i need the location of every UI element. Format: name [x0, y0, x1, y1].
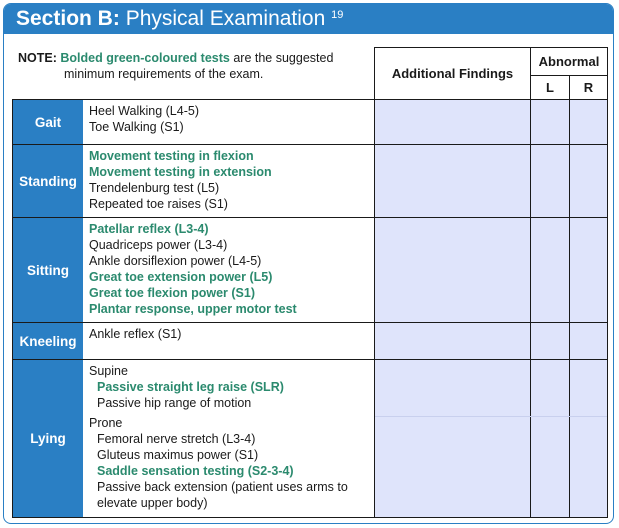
test-item: Ankle reflex (S1) — [89, 327, 182, 341]
test-item: Repeated toe raises (S1) — [89, 197, 228, 211]
test-item: Passive hip range of motion — [97, 396, 252, 410]
tests-standing — [83, 144, 375, 218]
abnormal-label: Abnormal — [538, 54, 600, 69]
row-label-lying: Lying — [12, 359, 84, 518]
row-label-sitting: Sitting — [12, 217, 84, 323]
additional-findings-label: Additional Findings — [391, 66, 514, 81]
note-text-1: are the suggested — [233, 51, 334, 65]
right-header — [569, 75, 608, 100]
right-label: R — [583, 80, 594, 95]
tests-sitting — [83, 217, 375, 323]
tests-gait — [83, 99, 375, 145]
physical-exam-card — [3, 3, 614, 524]
row-label-kneeling: Kneeling — [12, 322, 84, 360]
abnormal-right-kneeling[interactable] — [569, 322, 608, 360]
supine-label: Supine — [89, 364, 128, 378]
test-item: Passive straight leg raise (SLR) — [97, 380, 284, 394]
abnormal-left-sitting[interactable] — [530, 217, 570, 323]
test-item: Plantar response, upper motor test — [89, 302, 297, 316]
abnormal-right-lying[interactable] — [569, 359, 608, 518]
test-item: Patellar reflex (L3-4) — [89, 222, 209, 236]
test-item: Toe Walking (S1) — [89, 120, 184, 134]
section-title — [4, 4, 613, 34]
note-highlight: Bolded green-coloured tests — [60, 51, 230, 65]
note-label: NOTE: — [18, 51, 57, 65]
findings-cell-lying[interactable] — [374, 359, 531, 518]
abnormal-left-gait[interactable] — [530, 99, 570, 145]
abnormal-left-standing[interactable] — [530, 144, 570, 218]
section-title-prefix: Section B: — [16, 7, 120, 30]
note-text — [18, 50, 373, 82]
findings-cell-kneeling[interactable] — [374, 322, 531, 360]
footnote-marker: 19 — [331, 9, 344, 21]
note-text-2: minimum requirements of the exam. — [64, 67, 264, 81]
test-item: Movement testing in extension — [89, 165, 272, 179]
abnormal-left-kneeling[interactable] — [530, 322, 570, 360]
abnormal-right-sitting[interactable] — [569, 217, 608, 323]
findings-cell-sitting[interactable] — [374, 217, 531, 323]
section-title-text: Physical Examination — [125, 7, 326, 30]
abnormal-right-gait[interactable] — [569, 99, 608, 145]
findings-cell-gait[interactable] — [374, 99, 531, 145]
test-item: Heel Walking (L4-5) — [89, 104, 199, 118]
test-item: Great toe flexion power (S1) — [89, 286, 256, 300]
left-label: L — [546, 80, 554, 95]
test-item: Trendelenburg test (L5) — [89, 181, 220, 195]
test-item: Great toe extension power (L5) — [89, 270, 273, 284]
supine-prone-divider — [375, 416, 607, 417]
abnormal-header — [530, 47, 608, 76]
abnormal-left-lying[interactable] — [530, 359, 570, 518]
test-item: Femoral nerve stretch (L3-4) — [97, 432, 256, 446]
tests-kneeling — [83, 322, 375, 360]
test-item: Movement testing in flexion — [89, 149, 254, 163]
prone-label: Prone — [89, 416, 123, 430]
tests-lying — [83, 359, 375, 518]
left-header — [530, 75, 570, 100]
test-item: Gluteus maximus power (S1) — [97, 448, 259, 462]
row-label-gait: Gait — [12, 99, 84, 145]
row-label-standing: Standing — [12, 144, 84, 218]
test-item: Passive back extension (patient uses arms to elevate upper body) — [97, 480, 348, 510]
abnormal-right-standing[interactable] — [569, 144, 608, 218]
test-item: Quadriceps power (L3-4) — [89, 238, 228, 252]
additional-findings-header — [374, 47, 531, 100]
test-item: Saddle sensation testing (S2-3-4) — [97, 464, 294, 478]
test-item: Ankle dorsiflexion power (L4-5) — [89, 254, 262, 268]
findings-cell-standing[interactable] — [374, 144, 531, 218]
